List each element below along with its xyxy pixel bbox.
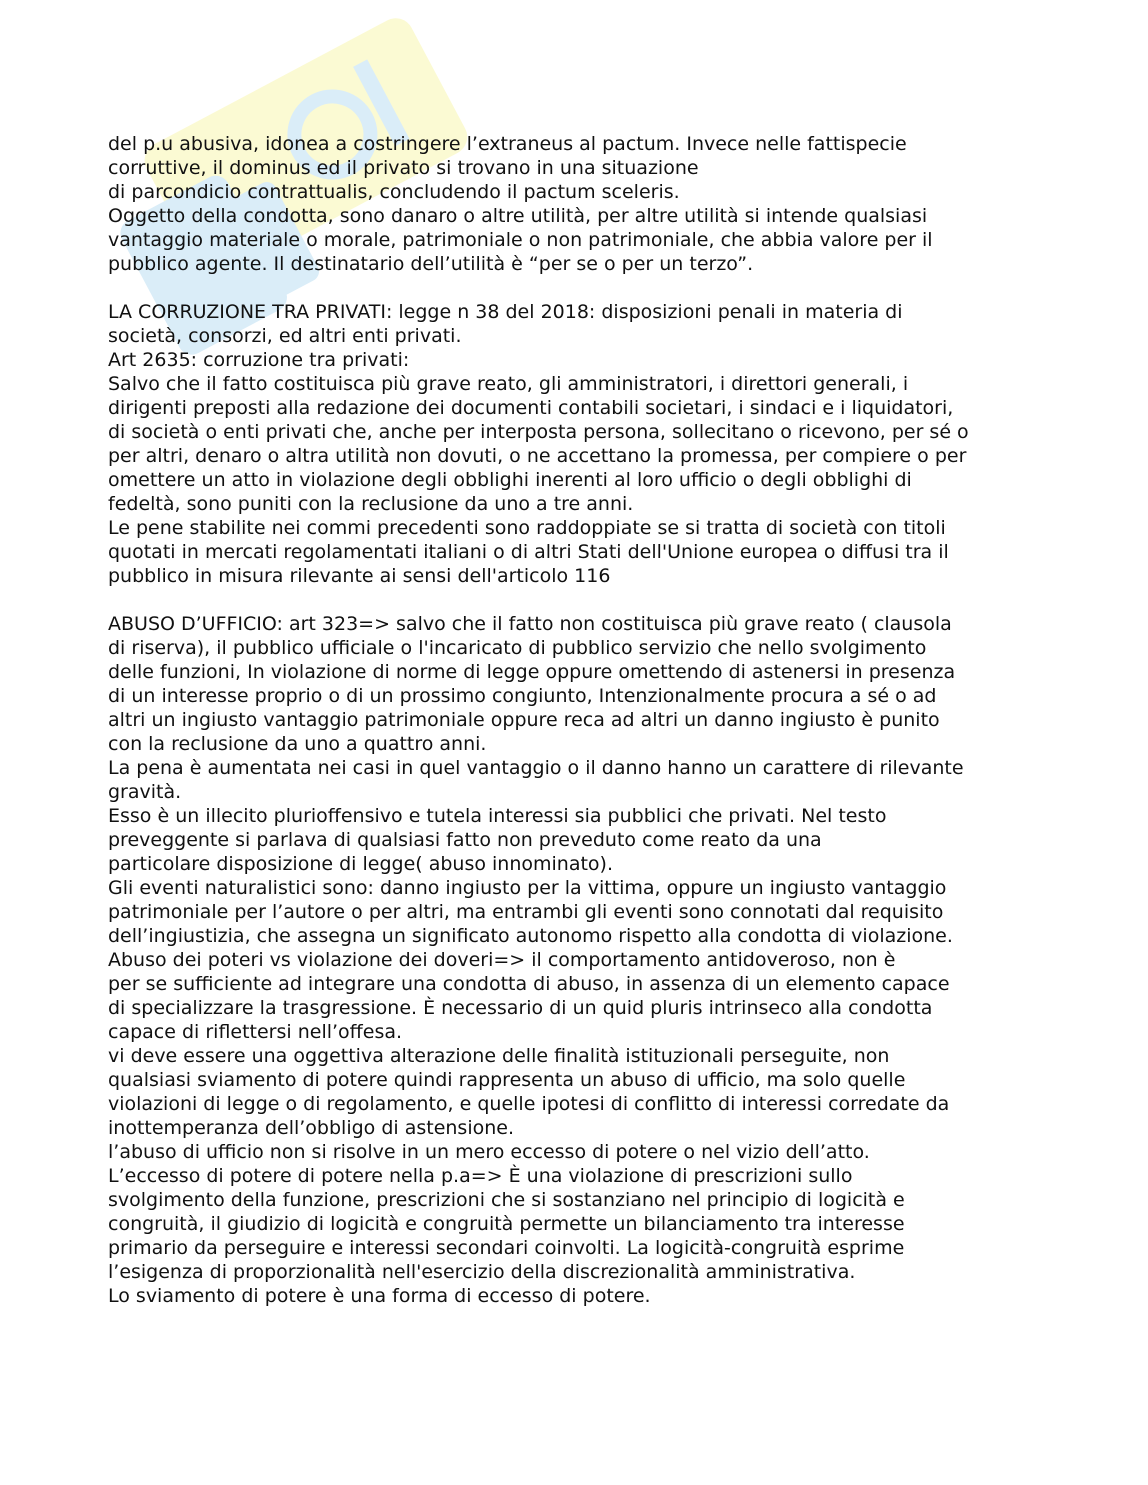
text-line: Lo sviamento di potere è una forma di eccesso di potere. (108, 1285, 651, 1307)
text-line: quotati in mercati regolamentati italiani o di altri Stati dell'Unione europea o diffusi tra il (108, 541, 949, 563)
text-line: La pena è aumentata nei casi in quel vantaggio o il danno hanno un carattere di rilevante (108, 757, 964, 779)
text-line: dell’ingiustizia, che assegna un significato autonomo rispetto alla condotta di violazione. (108, 925, 953, 947)
text-line: del p.u abusiva, idonea a costringere l’extraneus al pactum. Invece nelle fattispecie (108, 133, 907, 155)
text-line: LA CORRUZIONE TRA PRIVATI: legge n 38 del 2018: disposizioni penali in materia di (108, 301, 903, 323)
text-line: altri un ingiusto vantaggio patrimoniale oppure reca ad altri un danno ingiusto è punito (108, 709, 940, 731)
text-line: Gli eventi naturalistici sono: danno ingiusto per la vittima, oppure un ingiusto vantaggio (108, 877, 947, 899)
text-line: di società o enti privati che, anche per interposta persona, sollecitano o ricevono, per sé o (108, 421, 969, 443)
paragraph (108, 132, 1068, 276)
paragraph (108, 300, 1068, 588)
text-line: Abuso dei poteri vs violazione dei doveri=> il comportamento antidoveroso, non è (108, 949, 896, 971)
text-line: vantaggio materiale o morale, patrimoniale o non patrimoniale, che abbia valore per il (108, 229, 933, 251)
text-line: capace di riflettersi nell’offesa. (108, 1021, 403, 1043)
text-line: l’esigenza di proporzionalità nell'esercizio della discrezionalità amministrativa. (108, 1261, 856, 1283)
text-line: svolgimento della funzione, prescrizioni che si sostanziano nel principio di logicità e (108, 1189, 905, 1211)
text-line: patrimoniale per l’autore o per altri, ma entrambi gli eventi sono connotati dal requisito (108, 901, 944, 923)
text-line: L’eccesso di potere di potere nella p.a=> È una violazione di prescrizioni sullo (108, 1165, 853, 1187)
text-line: pubblico agente. Il destinatario dell’utilità è “per se o per un terzo”. (108, 253, 754, 275)
text-line: preveggente si parlava di qualsiasi fatto non preveduto come reato da una (108, 829, 822, 851)
paragraph-gap (108, 588, 1068, 612)
text-line: di specializzare la trasgressione. È necessario di un quid pluris intrinseco alla condotta (108, 997, 933, 1019)
text-line: inottemperanza dell’obbligo di astensione. (108, 1117, 514, 1139)
text-line: Le pene stabilite nei commi precedenti sono raddoppiate se si tratta di società con titoli (108, 517, 946, 539)
text-line: dirigenti preposti alla redazione dei documenti contabili societari, i sindaci e i liquidatori, (108, 397, 954, 419)
text-line: qualsiasi sviamento di potere quindi rappresenta un abuso di ufficio, ma solo quelle (108, 1069, 906, 1091)
text-line: corruttive, il dominus ed il privato si trovano in una situazione (108, 157, 699, 179)
text-line: vi deve essere una oggettiva alterazione delle finalità istituzionali perseguite, non (108, 1045, 890, 1067)
text-line: società, consorzi, ed altri enti privati. (108, 325, 462, 347)
text-line: Art 2635: corruzione tra privati: (108, 349, 410, 371)
text-line: ABUSO D’UFFICIO: art 323=> salvo che il fatto non costituisca più grave reato ( clausola (108, 613, 952, 635)
text-line: gravità. (108, 781, 182, 803)
text-line: primario da perseguire e interessi secondari coinvolti. La logicità-congruità esprime (108, 1237, 905, 1259)
paragraph-gap (108, 276, 1068, 300)
paragraph (108, 612, 1068, 1308)
text-line: Esso è un illecito plurioffensivo e tutela interessi sia pubblici che privati. Nel testo (108, 805, 887, 827)
text-line: di riserva), il pubblico ufficiale o l'incaricato di pubblico servizio che nello svolgimento (108, 637, 927, 659)
text-line: per altri, denaro o altra utilità non dovuti, o ne accettano la promessa, per compiere o per (108, 445, 967, 467)
text-line: Salvo che il fatto costituisca più grave reato, gli amministratori, i direttori generali, i (108, 373, 909, 395)
text-line: omettere un atto in violazione degli obblighi inerenti al loro ufficio o degli obblighi di (108, 469, 912, 491)
text-line: con la reclusione da uno a quattro anni. (108, 733, 487, 755)
text-line: congruità, il giudizio di logicità e congruità permette un bilanciamento tra interesse (108, 1213, 905, 1235)
text-line: di un interesse proprio o di un prossimo congiunto, Intenzionalmente procura a sé o ad (108, 685, 937, 707)
text-line: di parcondicio contrattualis, concludendo il pactum sceleris. (108, 181, 680, 203)
text-line: per se sufficiente ad integrare una condotta di abuso, in assenza di un elemento capace (108, 973, 950, 995)
text-line: pubblico in misura rilevante ai sensi dell'articolo 116 (108, 565, 611, 587)
text-line: particolare disposizione di legge( abuso innominato). (108, 853, 614, 875)
text-line: fedeltà, sono puniti con la reclusione da uno a tre anni. (108, 493, 634, 515)
document-body (108, 132, 1068, 1308)
text-line: delle funzioni, In violazione di norme di legge oppure omettendo di astenersi in presenza (108, 661, 956, 683)
text-line: violazioni di legge o di regolamento, e quelle ipotesi di conflitto di interessi corredate da (108, 1093, 950, 1115)
text-line: Oggetto della condotta, sono danaro o altre utilità, per altre utilità si intende qualsiasi (108, 205, 928, 227)
text-line: l’abuso di ufficio non si risolve in un mero eccesso di potere o nel vizio dell’atto. (108, 1141, 870, 1163)
